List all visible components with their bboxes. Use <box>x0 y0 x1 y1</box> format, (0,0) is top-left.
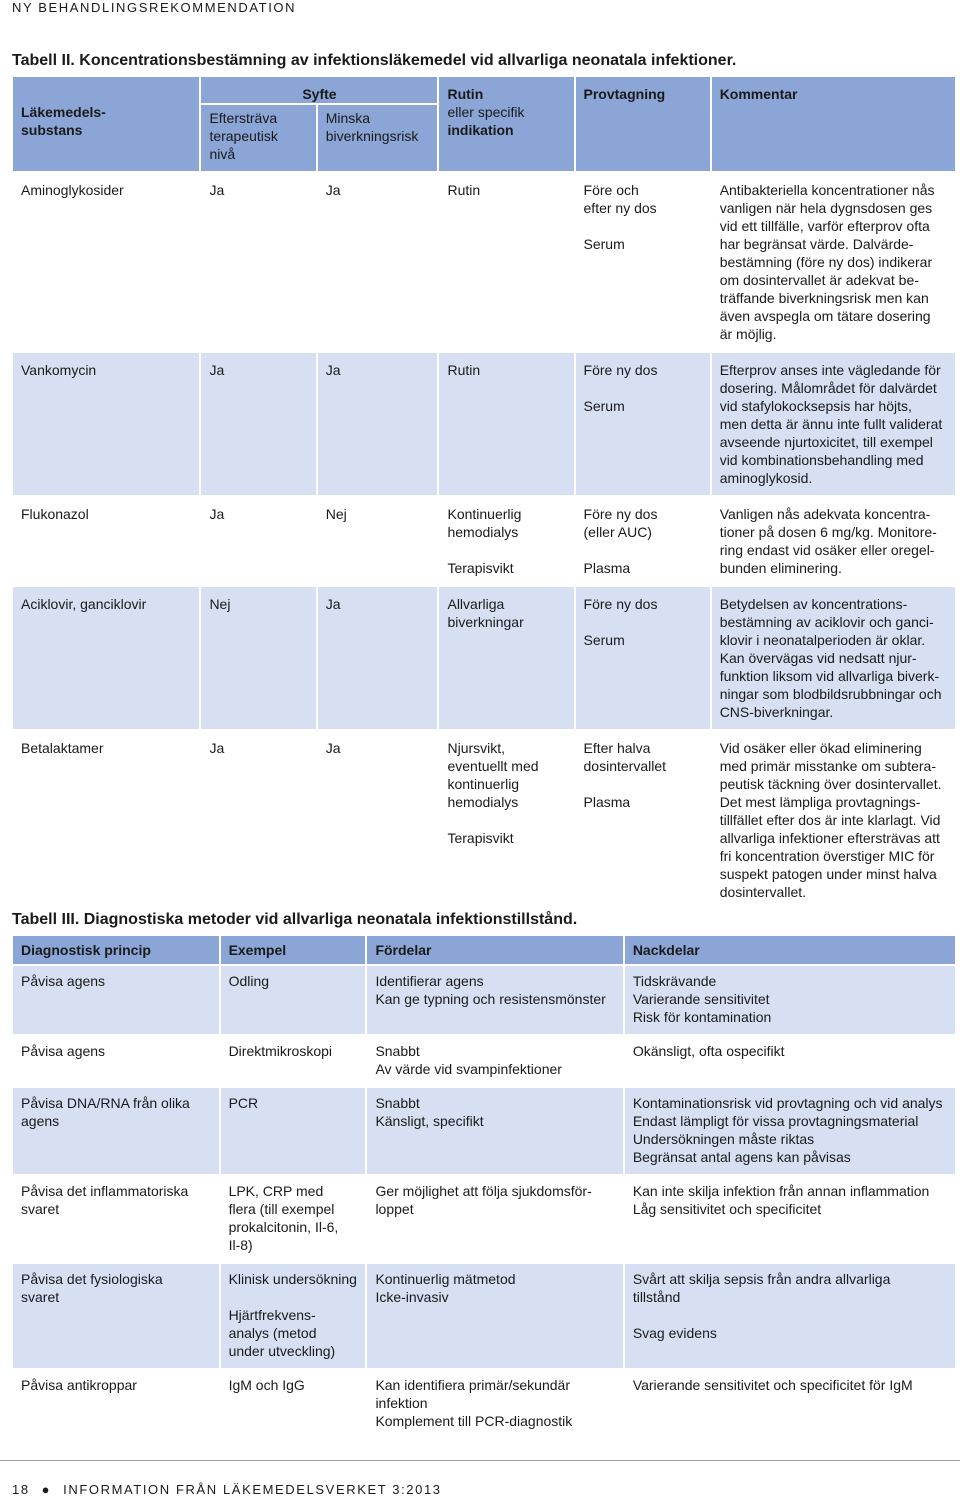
cell-line: svaret <box>21 1289 60 1305</box>
table3-header-example: Exempel <box>221 936 366 964</box>
table3 <box>11 934 957 1440</box>
cell-line <box>447 811 565 829</box>
cell-drug: Betalaktamer <box>13 731 199 909</box>
cell-line: Njursvikt, <box>447 740 506 756</box>
cell-line: avseende njurtoxicitet, till exempel <box>719 434 933 450</box>
cell-example <box>221 966 366 1034</box>
cell-line: Kan ge typning och resistensmönster <box>375 991 606 1007</box>
cell-line <box>584 379 702 397</box>
cell-line: Före ny dos <box>583 362 658 378</box>
table-row <box>13 353 955 495</box>
cell-line: aminoglykosid. <box>719 470 813 486</box>
cell-line: har begränsat värde. Dalvärde- <box>719 236 914 252</box>
cell-line: Före ny dos <box>583 506 658 522</box>
cell-line: Serum <box>583 632 625 648</box>
cell-therapeutic: Ja <box>201 353 315 495</box>
cell-line: Tidskrävande <box>632 973 717 989</box>
cell-cons <box>625 1036 955 1086</box>
cell-line: men detta är ännu inte fullt validerat <box>719 416 943 432</box>
header-purpose-therapeutic: Eftersträva terapeutisk nivå <box>201 105 315 171</box>
table3-header-pros: Fördelar <box>367 936 622 964</box>
cell-example <box>221 1088 366 1174</box>
cell-example <box>221 1264 366 1368</box>
cell-line: Låg sensitivitet och specificitet <box>632 1201 822 1217</box>
cell-therapeutic: Ja <box>201 497 315 585</box>
cell-line: Plasma <box>583 794 631 810</box>
cell-line: Betydelsen av koncentrations- <box>719 596 908 612</box>
cell-line: Vanligen nås adekvata koncentra- <box>719 506 931 522</box>
cell-sampling <box>576 173 710 351</box>
cell-line: Hjärtfrekvens- <box>228 1307 316 1323</box>
cell-example <box>221 1036 366 1086</box>
cell-line: under utveckling) <box>228 1343 336 1359</box>
bullet-icon: ● <box>41 1482 52 1497</box>
cell-risk: Nej <box>318 497 438 585</box>
cell-therapeutic: Ja <box>201 173 315 351</box>
cell-line: CNS-biverkningar. <box>719 704 834 720</box>
table3-title: Tabell III. Diagnostiska metoder vid allvarliga neonatala infektionstillstånd. <box>12 911 578 928</box>
cell-line: PCR <box>228 1095 259 1111</box>
cell-comment <box>712 173 955 351</box>
cell-principle <box>13 1264 219 1368</box>
running-head: NY BEHANDLINGSREKOMMENDATION <box>12 0 297 15</box>
publication-name: INFORMATION FRÅN LÄKEMEDELSVERKET 3:2013 <box>63 1482 442 1497</box>
page-number: 18 <box>12 1482 30 1497</box>
cell-line: om dosintervallet är adekvat be- <box>719 272 919 288</box>
cell-line: Varierande sensitivitet <box>632 991 770 1007</box>
cell-cons <box>625 1088 955 1174</box>
table-row <box>13 1176 955 1262</box>
table3-header-principle: Diagnostisk princip <box>13 936 219 964</box>
cell-line: Rutin <box>447 362 481 378</box>
cell-line: allvarliga infektioner eftersträvas att <box>719 830 940 846</box>
cell-line: Undersökningen måste riktas <box>632 1131 815 1147</box>
table-row <box>13 587 955 729</box>
cell-line: Svårt att skilja sepsis från andra allvarliga <box>632 1271 891 1287</box>
cell-line: Påvisa det inflammatoriska <box>21 1183 189 1199</box>
cell-pros <box>367 1088 622 1174</box>
header-purpose-risk: Minska biverkningsrisk <box>318 105 438 171</box>
header-routine: Rutin eller specifik indikation <box>439 77 573 171</box>
cell-line: Direktmikroskopi <box>228 1043 333 1059</box>
table-row <box>13 1036 955 1086</box>
cell-line: Snabbt <box>375 1095 420 1111</box>
table-row <box>13 731 955 909</box>
header-purpose: Syfte <box>201 77 437 103</box>
cell-therapeutic: Ja <box>201 731 315 909</box>
cell-drug: Flukonazol <box>13 497 199 585</box>
cell-line: kontinuerlig <box>447 776 520 792</box>
cell-line: Serum <box>583 236 625 252</box>
cell-sampling <box>576 587 710 729</box>
cell-drug: Aminoglykosider <box>13 173 199 351</box>
cell-line: Varierande sensitivitet och specificitet för IgM <box>632 1377 913 1393</box>
cell-line: Il-8) <box>228 1237 253 1253</box>
cell-line: prokalcitonin, Il-6, <box>228 1219 339 1235</box>
cell-example <box>221 1370 366 1438</box>
cell-line: (eller AUC) <box>583 524 652 540</box>
cell-cons <box>625 1176 955 1262</box>
cell-line <box>447 541 565 559</box>
cell-line: tioner på dosen 6 mg/kg. Monitore- <box>719 524 937 540</box>
cell-line <box>584 613 702 631</box>
cell-line: Det mest lämpliga provtagnings- <box>719 794 921 810</box>
cell-line: även avspegla om tätare dosering <box>719 308 931 324</box>
cell-line: Identifierar agens <box>375 973 484 989</box>
cell-principle <box>13 966 219 1034</box>
cell-pros <box>367 1370 622 1438</box>
cell-line: biverkningar <box>447 614 524 630</box>
cell-risk: Ja <box>318 353 438 495</box>
cell-line: Plasma <box>583 560 631 576</box>
cell-sampling <box>576 731 710 909</box>
cell-routine <box>439 353 573 495</box>
cell-pros <box>367 966 622 1034</box>
cell-line: hemodialys <box>447 794 519 810</box>
cell-pros <box>367 1176 622 1262</box>
cell-cons <box>625 1370 955 1438</box>
cell-line: funktion liksom vid allvarliga biverk- <box>719 668 940 684</box>
cell-line: Vid osäker eller ökad eliminering <box>719 740 922 756</box>
cell-line: peutisk täckning över dosintervallet. <box>719 776 942 792</box>
cell-line <box>584 541 702 559</box>
cell-line: Endast lämpligt för vissa provtagningsmaterial <box>632 1113 919 1129</box>
cell-line: flera (till exempel <box>228 1201 335 1217</box>
cell-risk: Ja <box>318 731 438 909</box>
cell-line: Risk för kontamination <box>632 1009 772 1025</box>
cell-line: Terapisvikt <box>447 560 514 576</box>
header-sampling: Provtagning <box>576 77 710 171</box>
cell-line: vanligen när hela dygnsdosen ges <box>719 200 933 216</box>
cell-line: Okänsligt, ofta ospecifikt <box>632 1043 785 1059</box>
cell-line <box>584 217 702 235</box>
cell-comment <box>712 353 955 495</box>
cell-routine <box>439 497 573 585</box>
cell-line: dosering. Målområdet för dalvärdet <box>719 380 937 396</box>
cell-principle <box>13 1370 219 1438</box>
footer-rule <box>0 1460 960 1461</box>
cell-line: loppet <box>375 1201 414 1217</box>
cell-line: hemodialys <box>447 524 519 540</box>
cell-principle <box>13 1036 219 1086</box>
table-row <box>13 1088 955 1174</box>
cell-line <box>633 1306 947 1324</box>
table2-title: Tabell II. Koncentrationsbestämning av infektionsläkemedel vid allvarliga neonatala infektioner. <box>12 52 737 69</box>
cell-line: fri koncentration överstiger MIC för <box>719 848 935 864</box>
cell-line: ring endast vid osäker eller oregel- <box>719 542 935 558</box>
cell-line: Svag evidens <box>632 1325 717 1341</box>
cell-routine <box>439 587 573 729</box>
cell-drug: Aciklovir, ganciklovir <box>13 587 199 729</box>
cell-line: Före ny dos <box>583 596 658 612</box>
cell-line: bunden eliminering. <box>719 560 842 576</box>
cell-line: dosintervallet <box>583 758 667 774</box>
cell-line: ningar som blodbildsrubbningar och <box>719 686 942 702</box>
cell-line: Påvisa DNA/RNA från olika <box>21 1095 190 1111</box>
cell-line: Kan identifiera primär/sekundär <box>375 1377 570 1393</box>
cell-comment <box>712 731 955 909</box>
cell-line: vid ett tillfälle, varför efterprov ofta <box>719 218 930 234</box>
cell-line: Ger möjlighet att följa sjukdomsför- <box>375 1183 592 1199</box>
table-row <box>13 1264 955 1368</box>
cell-sampling <box>576 497 710 585</box>
cell-line: vid stafylokocksepsis har höjts, <box>719 398 912 414</box>
cell-line: Kan inte skilja infektion från annan inflammation <box>632 1183 930 1199</box>
cell-line: bestämning (före ny dos) indikerar <box>719 254 933 270</box>
cell-line: Kan övervägas vid nedsatt njur- <box>719 650 917 666</box>
cell-line: klovir i neonatalperioden är oklar. <box>719 632 926 648</box>
cell-line: dosintervallet. <box>719 884 807 900</box>
cell-sampling <box>576 353 710 495</box>
cell-comment <box>712 497 955 585</box>
cell-line: Komplement till PCR-diagnostik <box>375 1413 573 1429</box>
cell-drug: Vankomycin <box>13 353 199 495</box>
cell-line: Begränsat antal agens kan påvisas <box>632 1149 851 1165</box>
table-row <box>13 173 955 351</box>
cell-principle <box>13 1088 219 1174</box>
cell-line: infektion <box>375 1395 428 1411</box>
table-row <box>13 966 955 1034</box>
cell-line: träffande biverkningsrisk men kan <box>719 290 929 306</box>
cell-line: analys (metod <box>228 1325 317 1341</box>
cell-cons <box>625 1264 955 1368</box>
cell-pros <box>367 1264 622 1368</box>
cell-line: Serum <box>583 398 625 414</box>
cell-line: Efter halva <box>583 740 651 756</box>
cell-line: efter ny dos <box>583 200 657 216</box>
cell-line <box>229 1288 358 1306</box>
cell-line: Påvisa agens <box>21 973 106 989</box>
cell-line: Rutin <box>447 182 481 198</box>
cell-line: Påvisa antikroppar <box>21 1377 137 1393</box>
header-comment: Kommentar <box>712 77 955 171</box>
cell-principle <box>13 1176 219 1262</box>
cell-line: Allvarliga <box>447 596 505 612</box>
cell-risk: Ja <box>318 173 438 351</box>
cell-line: Efterprov anses inte vägledande för <box>719 362 941 378</box>
header-drug: Läkemedels- substans <box>13 77 199 171</box>
cell-line: svaret <box>21 1201 60 1217</box>
cell-line: Snabbt <box>375 1043 420 1059</box>
cell-line: tillfället efter dos är inte klarlagt. Vid <box>719 812 941 828</box>
cell-cons <box>625 966 955 1034</box>
cell-line: Icke-invasiv <box>375 1289 449 1305</box>
cell-line: är möjlig. <box>719 326 777 342</box>
cell-line: agens <box>21 1113 60 1129</box>
cell-routine <box>439 731 573 909</box>
cell-line: LPK, CRP med <box>228 1183 324 1199</box>
cell-line: Antibakteriella koncentrationer nås <box>719 182 935 198</box>
cell-line: Kontinuerlig <box>447 506 522 522</box>
cell-line: suspekt patogen under minst halva <box>719 866 937 882</box>
cell-line: Påvisa det fysiologiska <box>21 1271 163 1287</box>
cell-line: tillstånd <box>632 1289 681 1305</box>
cell-line: Före och <box>583 182 639 198</box>
cell-risk: Ja <box>318 587 438 729</box>
cell-line: Kontinuerlig mätmetod <box>375 1271 516 1287</box>
cell-line: Påvisa agens <box>21 1043 106 1059</box>
footer <box>12 1482 442 1497</box>
cell-comment <box>712 587 955 729</box>
cell-line: Av värde vid svampinfektioner <box>375 1061 562 1077</box>
table3-header-cons: Nackdelar <box>625 936 955 964</box>
cell-line: eventuellt med <box>447 758 539 774</box>
table-row <box>13 1370 955 1438</box>
cell-line: Känsligt, specifikt <box>375 1113 484 1129</box>
cell-line: Klinisk undersökning <box>228 1271 357 1287</box>
cell-line: bestämning av aciklovir och ganci- <box>719 614 934 630</box>
cell-line: Kontaminationsrisk vid provtagning och vid analys <box>632 1095 943 1111</box>
table2 <box>11 75 957 911</box>
cell-therapeutic: Nej <box>201 587 315 729</box>
cell-line <box>584 775 702 793</box>
cell-line: vid kombinationsbehandling med <box>719 452 924 468</box>
cell-line: Odling <box>228 973 270 989</box>
cell-line: IgM och IgG <box>228 1377 305 1393</box>
cell-line: Terapisvikt <box>447 830 514 846</box>
cell-line: med primär misstanke om subtera- <box>719 758 936 774</box>
cell-pros <box>367 1036 622 1086</box>
table-row <box>13 497 955 585</box>
cell-example <box>221 1176 366 1262</box>
cell-routine <box>439 173 573 351</box>
